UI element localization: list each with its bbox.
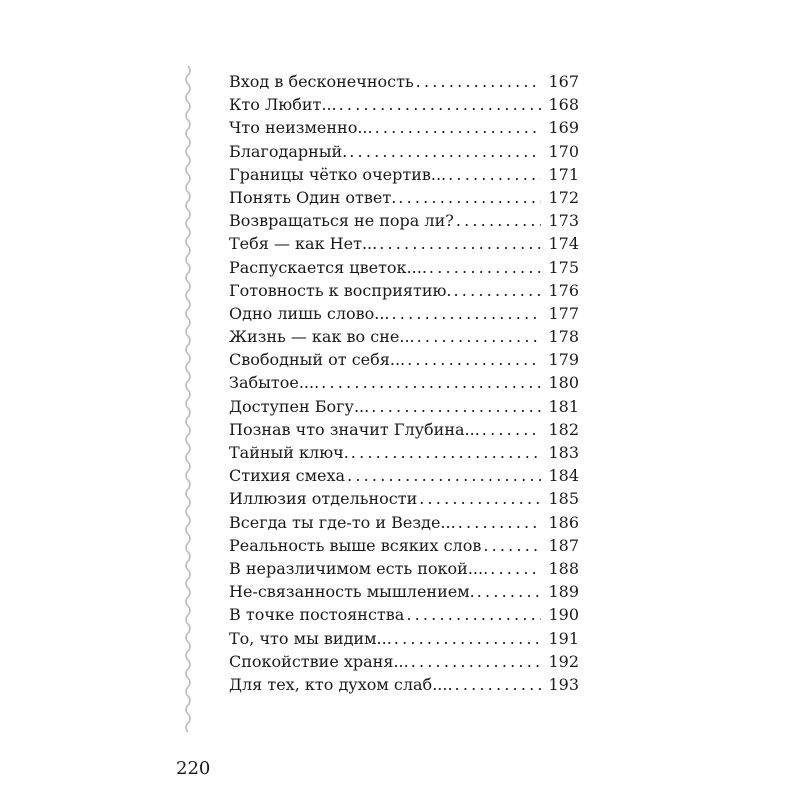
toc-entry-page: 179 — [548, 350, 579, 370]
toc-entry — [229, 371, 579, 394]
toc-entry — [229, 464, 579, 487]
toc-entry — [229, 116, 579, 139]
toc-entry-title: Иллюзия отдельности — [229, 489, 418, 509]
toc-leader-dots — [407, 348, 541, 371]
toc-leader-dots — [483, 534, 541, 557]
toc-entry-page: 172 — [548, 187, 579, 207]
toc-entry-page: 167 — [548, 72, 579, 91]
toc-entry-title: Познав что значит Глубина... — [229, 419, 480, 439]
toc-leader-dots — [379, 232, 541, 255]
toc-leader-dots — [417, 325, 541, 348]
toc-entry — [229, 418, 579, 441]
toc-entry — [229, 395, 579, 418]
toc-entry-title: В неразличимом есть покой.... — [229, 558, 489, 578]
toc-leader-dots — [490, 557, 541, 580]
toc-leader-dots — [429, 256, 541, 279]
toc-entry — [229, 673, 579, 696]
toc-entry-title: В точке постоянства — [229, 605, 405, 625]
toc-entry-title: Жизнь — как во сне... — [229, 327, 415, 347]
toc-entry-page: 181 — [548, 396, 579, 416]
toc-entry-title: Всегда ты где-то и Везде... — [229, 512, 456, 532]
page-number: 220 — [176, 758, 211, 779]
toc-entry — [229, 580, 579, 603]
toc-entry-title: Границы чётко очертив... — [229, 164, 447, 184]
toc-leader-dots — [482, 418, 541, 441]
toc-leader-dots — [456, 209, 541, 232]
toc-leader-dots — [448, 163, 541, 186]
toc-leader-dots — [392, 302, 541, 325]
toc-entry — [229, 325, 579, 348]
toc-leader-dots — [411, 650, 541, 673]
toc-entry — [229, 186, 579, 209]
toc-entry-page: 188 — [548, 558, 579, 578]
toc-entry-page: 186 — [548, 512, 579, 532]
toc-entry — [229, 348, 579, 371]
toc-entry-title: Спокойствие храня... — [229, 651, 409, 671]
toc-entry-page: 176 — [548, 280, 579, 300]
toc-entry — [229, 256, 579, 279]
toc-entry-page: 182 — [548, 419, 579, 439]
toc-entry — [229, 279, 579, 302]
toc-leader-dots — [419, 487, 541, 510]
toc-leader-dots — [339, 93, 541, 116]
toc-leader-dots — [375, 116, 541, 139]
toc-entry — [229, 140, 579, 163]
toc-entry-page: 171 — [548, 164, 579, 184]
toc-entry — [229, 627, 579, 650]
toc-entry-title: Свободный от себя... — [229, 350, 406, 370]
toc-entry — [229, 557, 579, 580]
toc-entry-page: 178 — [548, 327, 579, 347]
toc-leader-dots — [454, 279, 541, 302]
toc-entry-title: Вход в бесконечность — [229, 72, 414, 91]
toc-entry-page: 173 — [548, 211, 579, 231]
toc-leader-dots — [455, 673, 541, 696]
toc-leader-dots — [406, 603, 541, 626]
toc-leader-dots — [458, 511, 541, 534]
toc-entry-page: 190 — [548, 605, 579, 625]
toc-entry-page: 184 — [548, 466, 579, 486]
toc-entry — [229, 302, 579, 325]
toc-entry — [229, 487, 579, 510]
toc-entry-title: Реальность выше всяких слов — [229, 535, 482, 555]
toc-entry-title: Возвращаться не пора ли? — [229, 211, 454, 231]
toc-entry — [229, 534, 579, 557]
toc-entry-title: Понять Один ответ. — [229, 187, 397, 207]
wavy-line-ornament-icon — [178, 66, 198, 732]
toc-entry-title: Одно лишь слово... — [229, 303, 390, 323]
toc-entry-page: 174 — [548, 234, 579, 254]
toc-entry — [229, 70, 579, 93]
toc-entry — [229, 209, 579, 232]
toc-entry-page: 193 — [548, 674, 579, 694]
toc-entry-title: Благодарный. — [229, 141, 348, 161]
toc-entry-page: 185 — [548, 489, 579, 509]
toc-leader-dots — [371, 395, 541, 418]
toc-entry-page: 189 — [548, 582, 579, 602]
toc-leader-dots — [351, 441, 541, 464]
toc-entry-page: 177 — [548, 303, 579, 323]
toc-entry-page: 191 — [548, 628, 579, 648]
toc-entry-page: 169 — [548, 118, 579, 138]
toc-entry — [229, 441, 579, 464]
toc-entry-title: То, что мы видим... — [229, 628, 392, 648]
toc-entry — [229, 93, 579, 116]
toc-entry-title: Стихия смеха — [229, 466, 346, 486]
toc-entry-title: Тайный ключ. — [229, 443, 349, 462]
toc-entry-page: 183 — [548, 443, 579, 462]
toc-entry — [229, 603, 579, 626]
toc-entry — [229, 650, 579, 673]
toc-entry-title: Тебя — как Нет... — [229, 234, 378, 254]
toc-entry — [229, 511, 579, 534]
toc-leader-dots — [394, 627, 541, 650]
toc-entry-title: Что неизменно... — [229, 118, 373, 138]
toc-entry — [229, 232, 579, 255]
toc-entry-page: 170 — [548, 141, 579, 161]
toc-leader-dots — [321, 371, 541, 394]
toc-leader-dots — [347, 464, 541, 487]
toc-leader-dots — [398, 186, 541, 209]
toc-leader-dots — [416, 70, 541, 93]
toc-entry-page: 187 — [548, 535, 579, 555]
toc-entry-title: Доступен Богу... — [229, 396, 370, 416]
toc-leader-dots — [477, 580, 541, 603]
toc-entry-page: 180 — [548, 373, 579, 393]
toc-entry-page: 175 — [548, 257, 579, 277]
toc-entry-page: 192 — [548, 651, 579, 671]
toc-entry-page: 168 — [548, 95, 579, 115]
table-of-contents — [229, 70, 579, 696]
toc-entry-title: Распускается цветок.... — [229, 257, 427, 277]
toc-entry-title: Готовность к восприятию. — [229, 280, 452, 300]
toc-entry — [229, 163, 579, 186]
toc-entry-title: Забытое.... — [229, 373, 320, 393]
toc-leader-dots — [349, 140, 541, 163]
toc-entry-title: Не-связанность мышлением. — [229, 582, 475, 602]
toc-entry-title: Кто Любит... — [229, 95, 337, 115]
toc-entry-title: Для тех, кто духом слаб.... — [229, 674, 453, 694]
